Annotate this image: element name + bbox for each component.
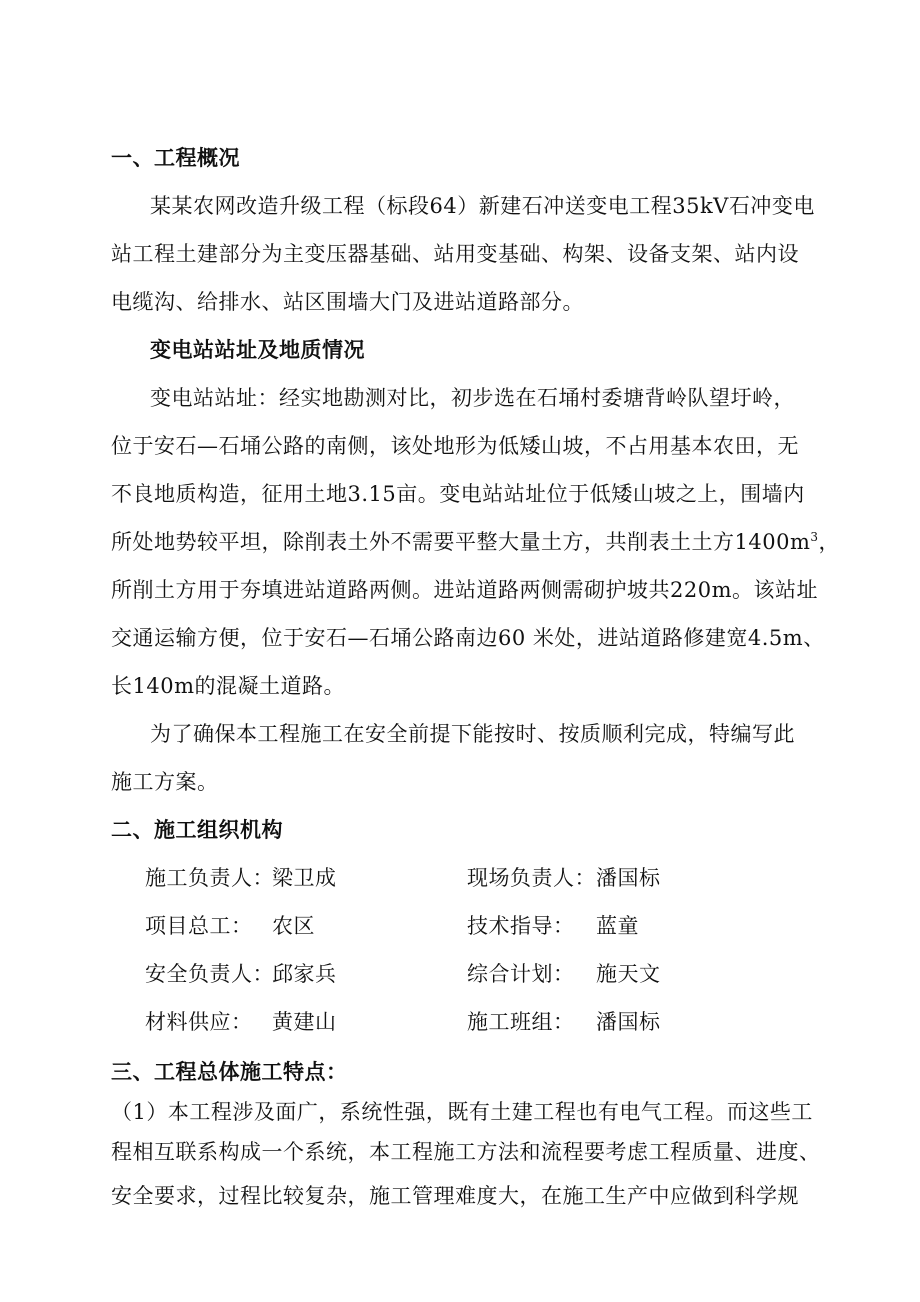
paragraph-line: 施工方案。 (111, 770, 219, 794)
paragraph-text: 所处地势较平坦，除削表土外不需要平整大量土方，共削表土土方1400m (111, 530, 811, 554)
paragraph-line: 不良地质构造，征用土地3.15亩。变电站站址位于低矮山坡之上，围墙内 (111, 482, 805, 506)
staff-name: 黄建山 (272, 1010, 337, 1034)
staff-name: 梁卫成 (272, 866, 337, 890)
section-2-title: 二、施工组织机构 (111, 817, 283, 842)
paragraph-line: 位于安石—石埇公路的南侧，该处地形为低矮山坡，不占用基本农田，无 (111, 434, 799, 458)
staff-role: 安全负责人： (145, 962, 274, 986)
paragraph-line: （1）本工程涉及面广，系统性强，既有土建工程也有电气工程。而这些工 (111, 1100, 813, 1124)
staff-name: 潘国标 (596, 866, 661, 890)
staff-role: 施工负责人： (145, 866, 274, 890)
staff-name: 邱家兵 (272, 962, 337, 986)
paragraph-line: 某某农网改造升级工程（标段64）新建石冲送变电工程35kV石冲变电 (150, 194, 815, 218)
paragraph-line: 交通运输方便，位于安石—石埇公路南边60 米处，进站道路修建宽4.5m、 (111, 626, 825, 650)
staff-role: 项目总工： (145, 914, 253, 938)
paragraph-text: ， (818, 530, 840, 554)
paragraph-line: 所削土方用于夯填进站道路两侧。进站道路两侧需砌护坡共220m。该站址 (111, 578, 818, 602)
staff-name: 农区 (272, 914, 315, 938)
section-3-title: 三、工程总体施工特点： (111, 1059, 348, 1084)
paragraph-line: 电缆沟、给排水、站区围墙大门及进站道路部分。 (111, 290, 584, 314)
paragraph-line: 安全要求，过程比较复杂，施工管理难度大，在施工生产中应做到科学规 (111, 1184, 799, 1208)
staff-name: 施天文 (596, 962, 661, 986)
staff-role: 综合计划： (467, 962, 575, 986)
staff-role: 施工班组： (467, 1010, 575, 1034)
paragraph-line (111, 530, 840, 554)
paragraph-line: 站工程土建部分为主变压器基础、站用变基础、构架、设备支架、站内设 (111, 242, 799, 266)
staff-role: 技术指导： (467, 914, 575, 938)
staff-role: 材料供应： (145, 1010, 253, 1034)
staff-role: 现场负责人： (467, 866, 596, 890)
paragraph-line: 为了确保本工程施工在安全前提下能按时、按质顺利完成，特编写此 (150, 722, 795, 746)
section-1-title: 一、工程概况 (111, 145, 240, 170)
staff-name: 蓝童 (596, 914, 639, 938)
subsection-title: 变电站站址及地质情况 (150, 337, 365, 362)
paragraph-line: 程相互联系构成一个系统，本工程施工方法和流程要考虑工程质量、进度、 (111, 1140, 821, 1164)
superscript: 3 (810, 530, 819, 544)
staff-name: 潘国标 (596, 1010, 661, 1034)
paragraph-line: 长140m的混凝土道路。 (111, 674, 345, 698)
paragraph-line: 变电站站址：经实地勘测对比，初步选在石埇村委塘背岭队望圩岭， (150, 386, 795, 410)
